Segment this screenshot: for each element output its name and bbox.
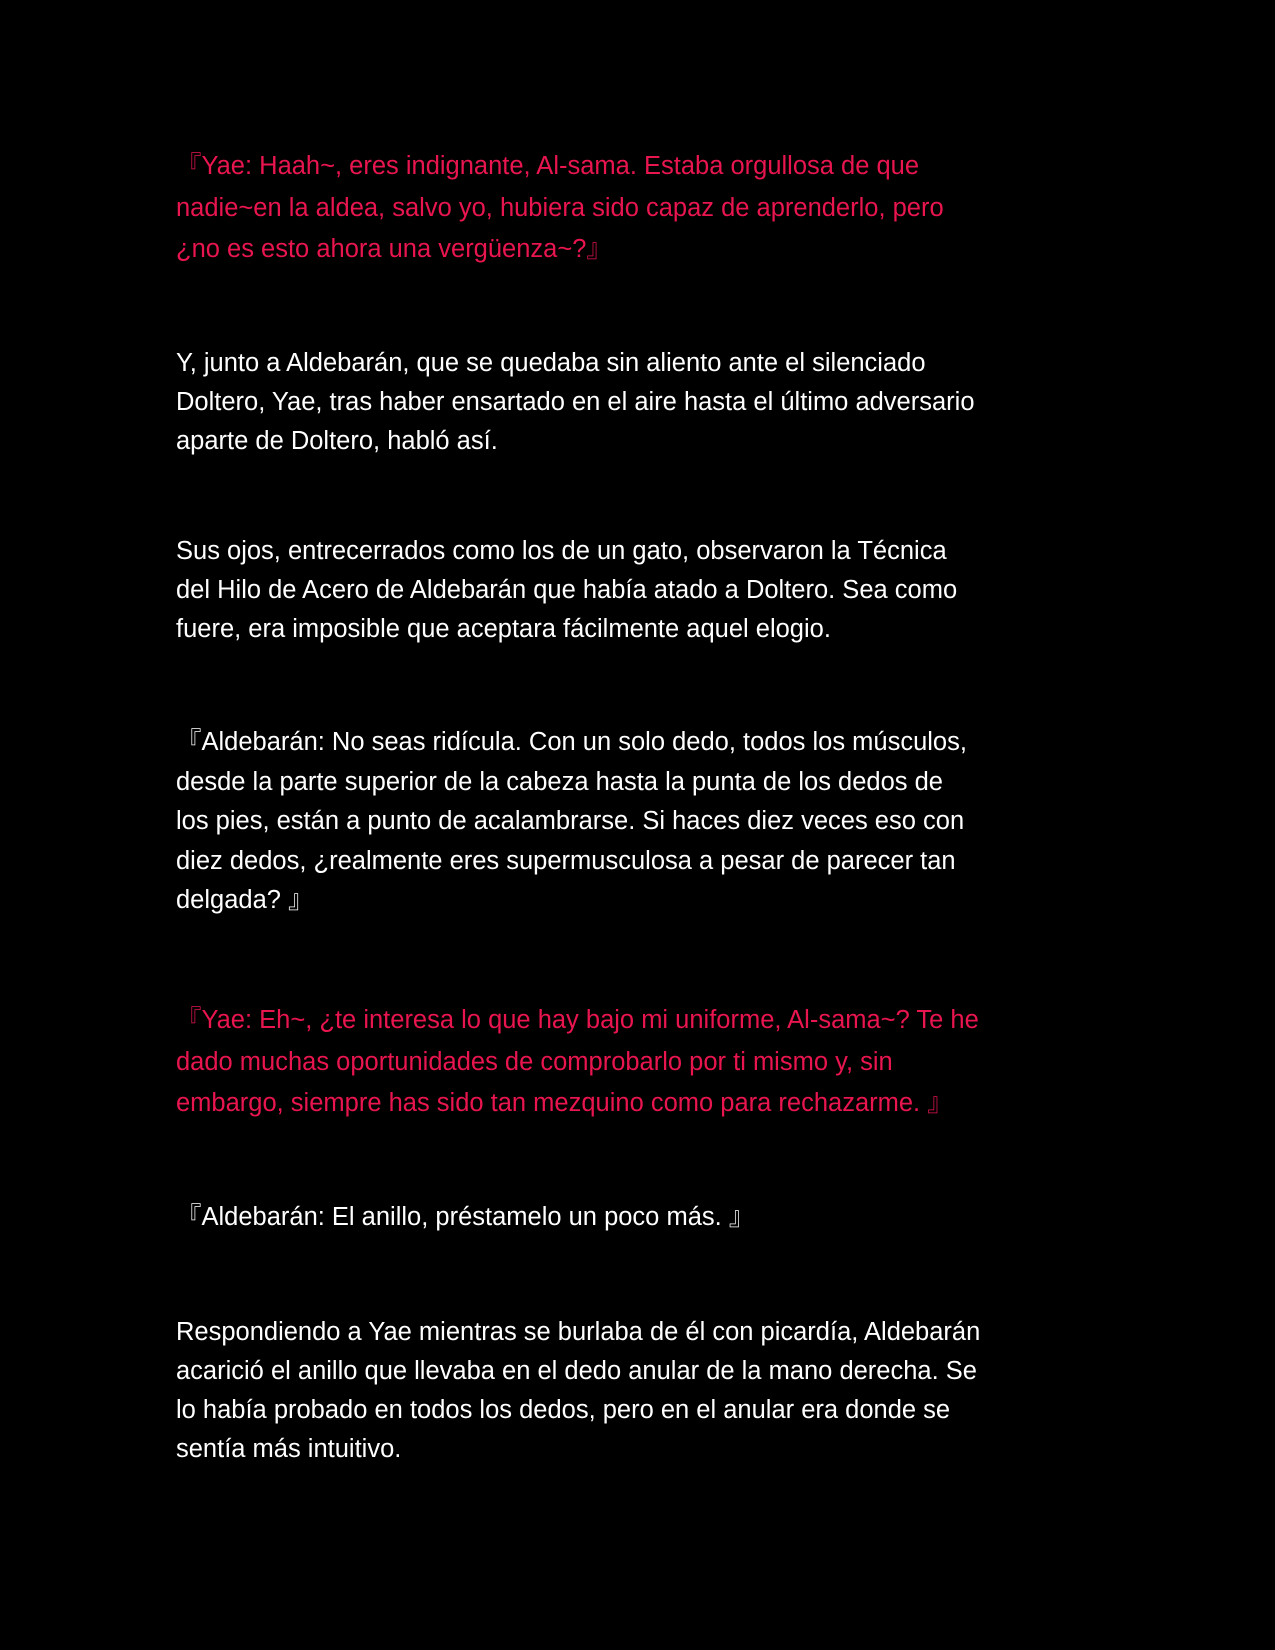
dialogue-aldebaran: 『Aldebarán: El anillo, préstamelo un poco más. 』 [176, 1203, 755, 1231]
narration-paragraph: Sus ojos, entrecerrados como los de un gato, observaron la Técnica del Hilo de Acero de Aldebarán que había atado a Doltero. Sea como fuere, era imposible que aceptara fácilmente aquel elogio. [176, 537, 958, 643]
dialogue-yae: 『Yae: Eh~, ¿te interesa lo que hay bajo mi uniforme, Al-sama~? Te he dado muchas oportunidades de comprobarlo por ti mismo y, sin embargo, siempre has sido tan mezquino como para rechazarme. 』 [176, 1006, 979, 1117]
narration-paragraph: Y, junto a Aldebarán, que se quedaba sin aliento ante el silenciado Doltero, Yae, tras haber ensartado en el aire hasta el último adversario aparte de Doltero, habló así. [176, 349, 975, 455]
narration-paragraph: Respondiendo a Yae mientras se burlaba de él con picardía, Aldebarán acarició el anillo que llevaba en el dedo anular de la mano derecha. Se lo había probado en todos los dedos, pero en el anular era donde se sentía más intuitivo. [176, 1318, 981, 1463]
dialogue-yae: 『Yae: Haah~, eres indignante, Al-sama. Estaba orgullosa de que nadie~en la aldea, salvo yo, hubiera sido capaz de aprenderlo, pero ¿no es esto ahora una vergüenza~?』 [176, 152, 944, 263]
document-page [176, 0, 1106, 1650]
dialogue-aldebaran: 『Aldebarán: No seas ridícula. Con un solo dedo, todos los músculos, desde la parte superior de la cabeza hasta la punta de los dedos de los pies, están a punto de acalambrarse. Si haces diez veces eso con diez dedos, ¿realmente eres supermusculosa a pesar de parecer tan delgada? 』 [176, 728, 967, 914]
